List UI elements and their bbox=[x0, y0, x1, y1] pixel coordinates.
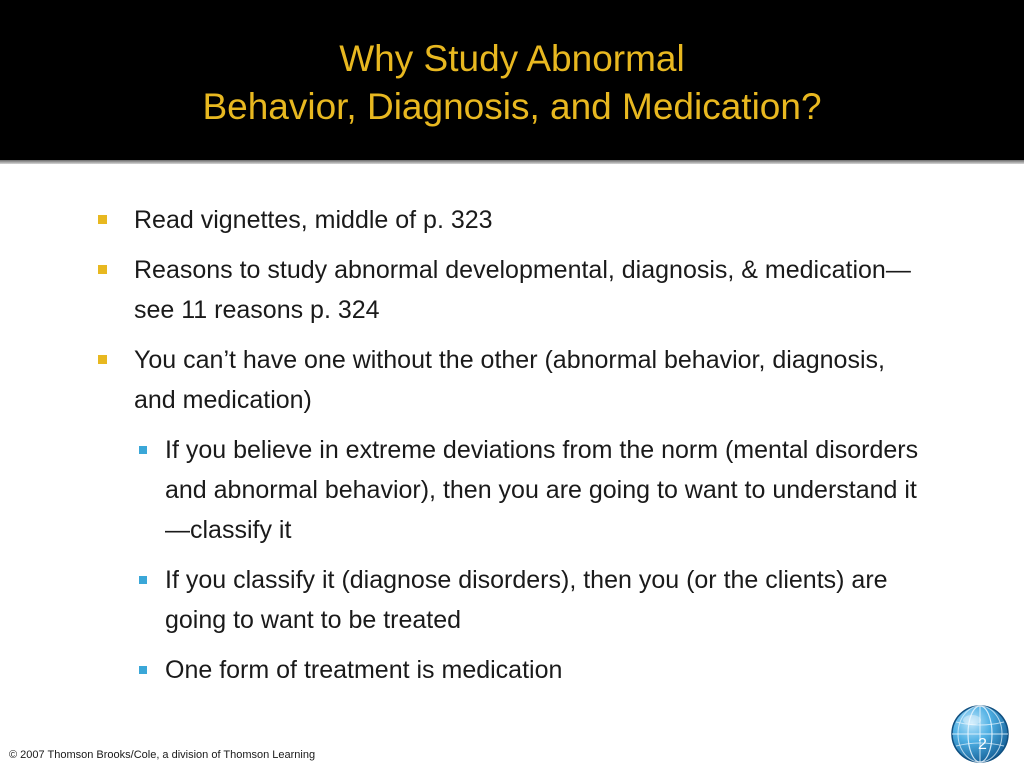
slide-title-line-1: Why Study Abnormal bbox=[339, 38, 685, 79]
sub-bullet-item bbox=[98, 430, 928, 550]
sub-bullet-square-icon bbox=[139, 446, 147, 454]
title-bar bbox=[0, 0, 1024, 160]
sub-bullet-square-icon bbox=[139, 666, 147, 674]
sub-bullet-text: If you classify it (diagnose disorders), then you (or the clients) are going to want to be treated bbox=[165, 566, 888, 634]
sub-bullet-item bbox=[98, 650, 928, 690]
bullet-square-icon bbox=[98, 265, 107, 274]
bullet-item bbox=[98, 340, 928, 420]
slide-body bbox=[0, 164, 1024, 768]
sub-bullet-square-icon bbox=[139, 576, 147, 584]
bullet-item bbox=[98, 200, 928, 240]
bullet-square-icon bbox=[98, 215, 107, 224]
bullet-item bbox=[98, 250, 928, 330]
bullet-text: You can’t have one without the other (abnormal behavior, diagnosis, and medication) bbox=[134, 346, 885, 414]
sub-bullet-item bbox=[98, 560, 928, 640]
slide-title-line-2: Behavior, Diagnosis, and Medication? bbox=[202, 86, 822, 127]
page-number: 2 bbox=[978, 736, 987, 753]
bullet-square-icon bbox=[98, 355, 107, 364]
globe-icon bbox=[950, 704, 1010, 764]
bullet-text: Read vignettes, middle of p. 323 bbox=[134, 206, 493, 234]
bullet-list bbox=[98, 200, 928, 700]
sub-bullet-text: One form of treatment is medication bbox=[165, 656, 563, 684]
sub-bullet-text: If you believe in extreme deviations from the norm (mental disorders and abnormal behavior), then you are going to want to understand it—classify it bbox=[165, 436, 919, 544]
bullet-text: Reasons to study abnormal developmental, diagnosis, & medication—see 11 reasons p. 324 bbox=[134, 256, 911, 324]
copyright-footer: © 2007 Thomson Brooks/Cole, a division of Thomson Learning bbox=[9, 749, 316, 761]
